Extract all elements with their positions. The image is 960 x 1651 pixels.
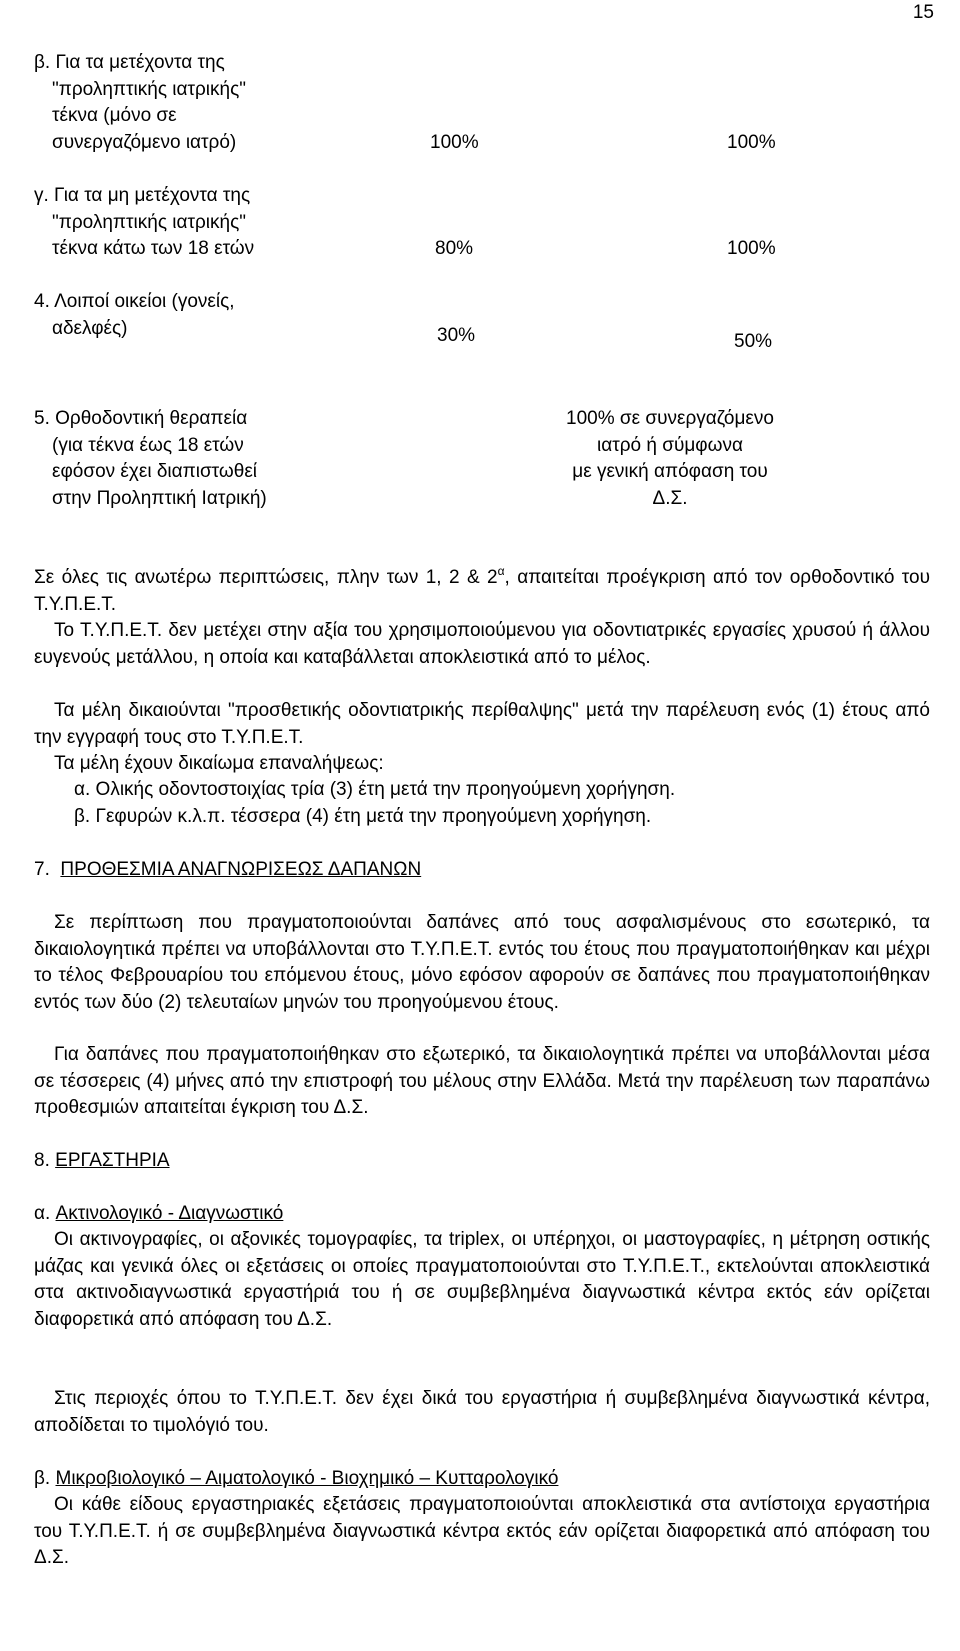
note-text: Σε όλες τις ανωτέρω περιπτώσεις, πλην των 1, 2 & 2 <box>34 567 498 588</box>
note-repetition-a: α. Ολικής οδοντοστοιχίας τρία (3) έτη μετά την προηγούμενη χορήγηση. <box>74 779 676 800</box>
row-5-line: 5. Ορθοδοντική θεραπεία <box>34 408 248 429</box>
row-5-coverage-line: Δ.Σ. <box>652 487 688 509</box>
subsection-title: Μικροβιολογικό – Αιματολογικό - Βιοχημικό – Κυτταρολογικό <box>55 1468 559 1489</box>
subsection-label: β. <box>34 1468 51 1489</box>
row-b-label <box>34 50 246 156</box>
row-b-line: β. Για τα μετέχοντα της <box>34 52 225 73</box>
row-c-label <box>34 183 254 263</box>
row-c-pct1: 80% <box>435 238 474 259</box>
section-title: ΕΡΓΑΣΤΗΡΙΑ <box>55 1150 170 1171</box>
note-text: , απαιτείται προέγκριση από τον ορθοδοντικό του Τ.Υ.Π.Ε.Τ. <box>34 567 930 615</box>
row-5-coverage-line: ιατρό ή σύμφωνα <box>597 434 743 456</box>
row-c-line: "προληπτικής ιατρικής" <box>52 211 246 233</box>
section-title: ΠΡΟΘΕΣΜΙΑ ΑΝΑΓΝΩΡΙΣΕΩΣ ΔΑΠΑΝΩΝ <box>60 859 422 880</box>
section-8-heading <box>34 1148 170 1175</box>
note-superscript: α <box>497 564 505 578</box>
row-c-line: γ. Για τα μη μετέχοντα της <box>34 185 251 206</box>
row-b-pct1: 100% <box>430 132 479 153</box>
row-5-coverage-line: με γενική απόφαση του <box>572 461 768 482</box>
section-number: 8. <box>34 1150 50 1171</box>
row-b-pct2: 100% <box>727 132 776 153</box>
section-7-domestic: Σε περίπτωση που πραγματοποιούνται δαπάνες από τους ασφαλισμένους στο εσωτερικό, τα δικαιολογητικά πρέπει να υποβάλλονται στο Τ.Υ.Π.Ε.Τ. εντός του έτους που πραγματοποιήθηκαν και μέχρι το τέλος Φεβρουαρίου του επόμενου έτους, μόνο εφόσον αφορούν σε δαπάνες που πραγματοποιήθηκαν εντός των δύο (2) τελευταίων μηνών του προηγούμενου έτους. <box>34 912 930 1013</box>
note-repetition-b: β. Γεφυρών κ.λ.π. τέσσερα (4) έτη μετά την προηγούμενη χορήγηση. <box>74 806 652 827</box>
row-5-coverage-line: 100% σε συνεργαζόμενο <box>566 408 774 429</box>
row-b-line: "προληπτικής ιατρικής" <box>52 78 246 100</box>
row-c-pct2: 100% <box>727 238 776 259</box>
row-4-label <box>34 289 235 342</box>
section-8b-heading <box>34 1466 558 1493</box>
section-number: 7. <box>34 859 50 880</box>
row-4-line: αδελφές) <box>52 317 128 339</box>
subsection-title: Ακτινολογικό - Διαγνωστικό <box>55 1203 284 1224</box>
row-4-line: 4. Λοιποί οικείοι (γονείς, <box>34 291 235 312</box>
note-repetition: Τα μέλη έχουν δικαίωμα επαναλήψεως: <box>54 753 384 774</box>
note-orthodontist-approval <box>34 565 930 618</box>
page-number: 15 <box>912 2 934 23</box>
section-8a-no-lab: Στις περιοχές όπου το Τ.Υ.Π.Ε.Τ. δεν έχει δικά του εργαστήρια ή συμβεβλημένα διαγνωστικά κέντρα, αποδίδεται το τιμολόγιό του. <box>34 1388 930 1436</box>
section-8a-heading <box>34 1201 283 1228</box>
section-7-abroad: Για δαπάνες που πραγματοποιήθηκαν στο εξωτερικό, τα δικαιολογητικά πρέπει να υποβάλλονται μέσα σε τέσσερεις (4) μήνες από την επιστροφή του μέλους στην Ελλάδα. Μετά την παρέλευση των παραπάνω προθεσμιών απαιτείται έγκριση του Δ.Σ. <box>34 1044 930 1118</box>
row-c-line: τέκνα κάτω των 18 ετών <box>52 238 255 259</box>
subsection-label: α. <box>34 1203 51 1224</box>
note-prosthetic-eligibility: Τα μέλη δικαιούνται "προσθετικής οδοντιατρικής περίθαλψης" μετά την παρέλευση ενός (1) έτους από την εγγραφή τους στο Τ.Υ.Π.Ε.Τ. <box>34 700 930 748</box>
row-b-line: τέκνα (μόνο σε <box>52 105 177 126</box>
section-8a-radiology: Οι ακτινογραφίες, οι αξονικές τομογραφίες, τα triplex, οι υπέρηχοι, οι μαστογραφίες, η μέτρηση οστικής μάζας και γενικά όλες οι εξετάσεις οι οποίες πραγματοποιούνται στο Τ.Υ.Π.Ε.Τ., εκτελούνται αποκλειστικά στα ακτινοδιαγνωστικά εργαστήριά του ή σε συμβεβλημένα διαγνωστικά κέντρα εκτός εάν ορίζεται διαφορετικά από απόφαση του Δ.Σ. <box>34 1229 930 1330</box>
row-5-line: (για τέκνα έως 18 ετών <box>52 434 244 456</box>
row-b-line: συνεργαζόμενο ιατρό) <box>52 131 237 153</box>
note-precious-metal: Το Τ.Υ.Π.Ε.Τ. δεν μετέχει στην αξία του χρησιμοποιούμενου για οδοντιατρικές εργασίες χρυσού ή άλλου ευγενούς μετάλλου, η οποία και καταβάλλεται αποκλειστικά από το μέλος. <box>34 620 930 668</box>
row-4-pct2: 50% <box>734 331 773 352</box>
row-5-line: στην Προληπτική Ιατρική) <box>52 487 267 509</box>
row-4-pct1: 30% <box>437 325 476 346</box>
section-7-heading <box>34 857 421 884</box>
section-8b-lab-tests: Οι κάθε είδους εργαστηριακές εξετάσεις πραγματοποιούνται αποκλειστικά στα αντίστοιχα εργαστήρια του Τ.Υ.Π.Ε.Τ. ή σε συμβεβλημένα διαγνωστικά κέντρα εκτός εάν ορίζεται διαφορετικά από απόφαση του Δ.Σ. <box>34 1494 930 1568</box>
row-5-coverage <box>525 406 815 512</box>
row-5-label <box>34 406 267 512</box>
row-5-line: εφόσον έχει διαπιστωθεί <box>52 461 258 482</box>
